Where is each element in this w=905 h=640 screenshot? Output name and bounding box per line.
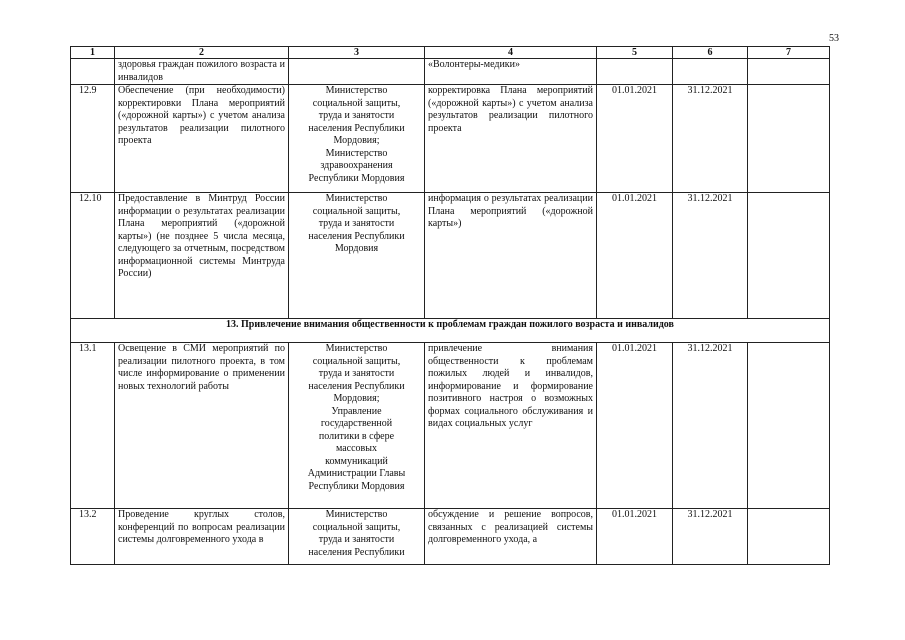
end-date-cell <box>673 59 748 85</box>
column-number-5: 5 <box>597 47 673 59</box>
row-number: 12.10 <box>71 193 115 319</box>
result-cell: привлечение внимания общественности к проблемам пожилых людей и инвалидов, информирование и формирование позитивного настроя о возможных формах социального обслуживания и видах социальных услуг <box>425 343 597 509</box>
result-cell: информация о результатах реализации Плана мероприятий («дорожной карты») <box>425 193 597 319</box>
column-number-3: 3 <box>289 47 425 59</box>
column-number-1: 1 <box>71 47 115 59</box>
start-date-cell: 01.01.2021 <box>597 343 673 509</box>
note-cell <box>748 85 830 193</box>
section-heading-row <box>71 319 830 343</box>
note-cell <box>748 193 830 319</box>
note-cell <box>748 343 830 509</box>
start-date-cell: 01.01.2021 <box>597 193 673 319</box>
executor-cell <box>289 59 425 85</box>
executor-cell: Министерство социальной защиты, труда и занятости населения Республики <box>289 509 425 565</box>
roadmap-table <box>70 46 830 565</box>
start-date-cell: 01.01.2021 <box>597 85 673 193</box>
result-cell: «Волонтеры-медики» <box>425 59 597 85</box>
result-cell: обсуждение и решение вопросов, связанных с реализацией системы долговременного ухода, а <box>425 509 597 565</box>
page-number: 53 <box>829 33 839 44</box>
end-date-cell: 31.12.2021 <box>673 193 748 319</box>
column-number-6: 6 <box>673 47 748 59</box>
row-number: 13.1 <box>71 343 115 509</box>
column-number-header-row <box>71 47 830 59</box>
note-cell <box>748 59 830 85</box>
row-number: 13.2 <box>71 509 115 565</box>
row-number: 12.9 <box>71 85 115 193</box>
table-row <box>71 343 830 509</box>
executor-cell: Министерство социальной защиты, труда и занятости населения Республики Мордовия <box>289 193 425 319</box>
start-date-cell <box>597 59 673 85</box>
action-cell: здоровья граждан пожилого возраста и инвалидов <box>115 59 289 85</box>
note-cell <box>748 509 830 565</box>
table-row <box>71 193 830 319</box>
action-cell: Проведение круглых столов, конференций по вопросам реализации системы долговременного ухода в <box>115 509 289 565</box>
section-title: 13. Привлечение внимания общественности к проблемам граждан пожилого возраста и инвалидов <box>71 319 830 343</box>
column-number-4: 4 <box>425 47 597 59</box>
row-number <box>71 59 115 85</box>
action-cell: Освещение в СМИ мероприятий по реализации пилотного проекта, в том числе информирование о применении новых технологий работы <box>115 343 289 509</box>
end-date-cell: 31.12.2021 <box>673 343 748 509</box>
end-date-cell: 31.12.2021 <box>673 85 748 193</box>
action-cell: Обеспечение (при необходимости) корректировки Плана мероприятий («дорожной карты») с учетом анализа результатов реализации пилотного проекта <box>115 85 289 193</box>
action-cell: Предоставление в Минтруд России информации о результатах реализации Плана мероприятий («дорожной карты») (не позднее 5 числа месяца, следующего за отчетным, посредством информационной системы Минтруда России) <box>115 193 289 319</box>
table-row <box>71 509 830 565</box>
executor-cell: Министерство социальной защиты, труда и занятости населения Республики Мордовия; Министерство здравоохранения Республики Мордовия <box>289 85 425 193</box>
result-cell: корректировка Плана мероприятий («дорожной карты») с учетом анализа результатов реализации пилотного проекта <box>425 85 597 193</box>
executor-cell: Министерство социальной защиты, труда и занятости населения Республики Мордовия; Управление государственной политики в сфере массовых коммуникаций Администрации Главы Республики Мордовия <box>289 343 425 509</box>
table-row-continuation <box>71 59 830 85</box>
end-date-cell: 31.12.2021 <box>673 509 748 565</box>
column-number-2: 2 <box>115 47 289 59</box>
start-date-cell: 01.01.2021 <box>597 509 673 565</box>
column-number-7: 7 <box>748 47 830 59</box>
table-row <box>71 85 830 193</box>
